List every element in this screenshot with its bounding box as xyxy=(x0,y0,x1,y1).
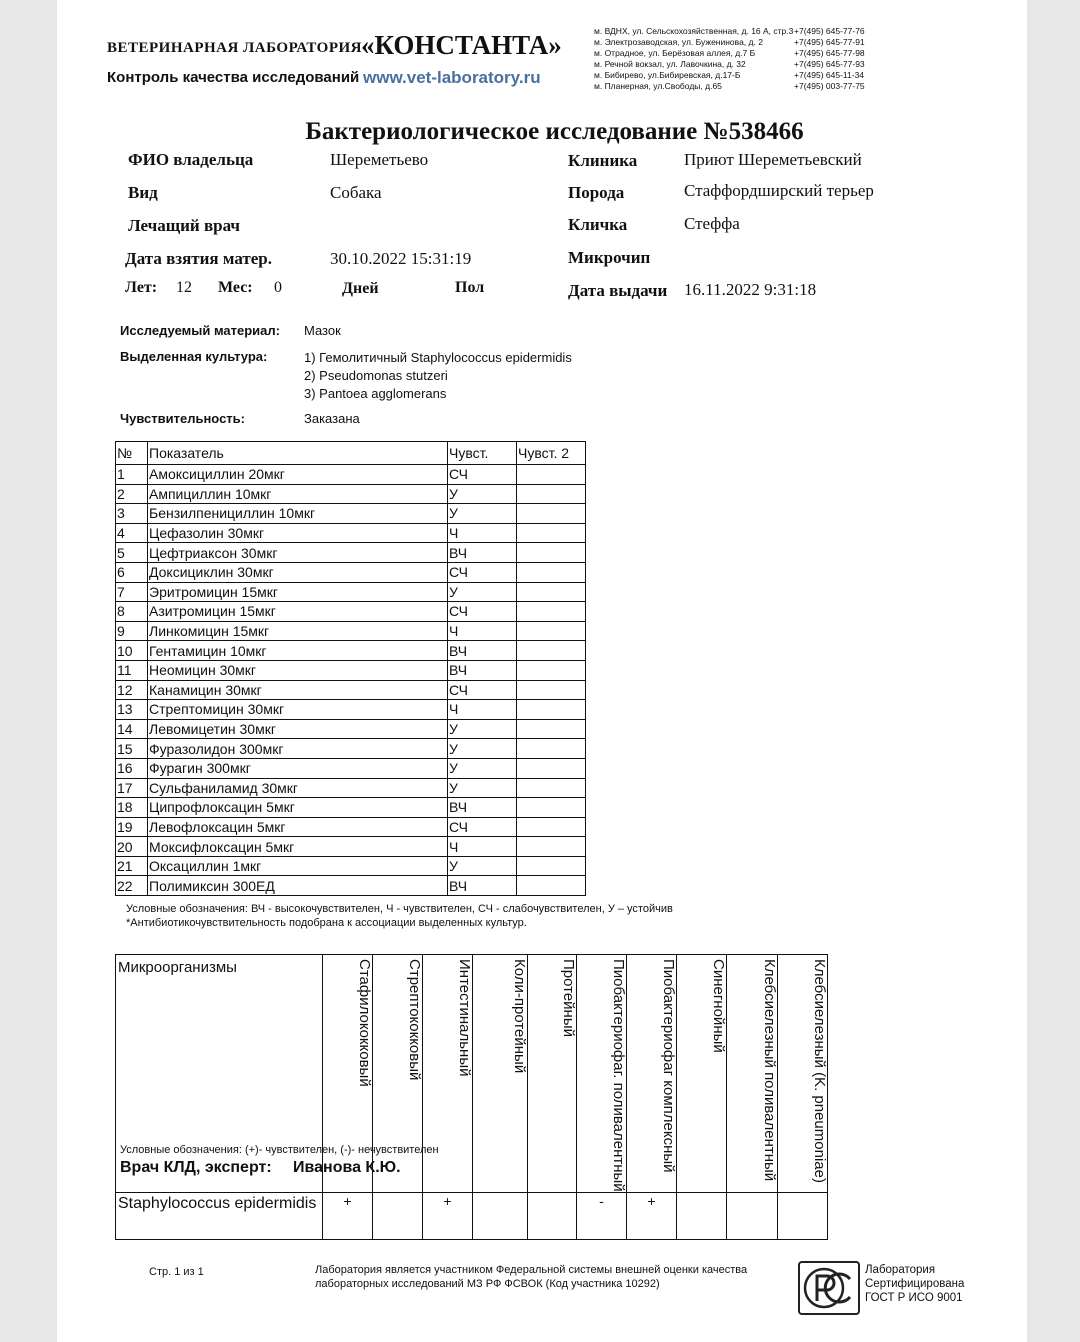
table-cell xyxy=(517,837,586,857)
table-cell: Сульфаниламид 30мкг xyxy=(148,778,448,798)
address-line: м. ВДНХ, ул. Сельскохозяйственная, д. 16 А, стр.3 xyxy=(594,26,794,36)
header-cell: Чувст. 2 xyxy=(517,442,586,465)
table-cell: 16 xyxy=(116,758,148,778)
issue-date-label: Дата выдачи xyxy=(568,281,668,300)
table-cell: У xyxy=(448,856,517,876)
table-cell xyxy=(517,660,586,680)
header-cell: № xyxy=(116,442,148,465)
table-cell: СЧ xyxy=(448,817,517,837)
clinic-label: Клиника xyxy=(568,151,638,170)
signature-label: Врач КЛД, эксперт: xyxy=(120,1159,272,1176)
phone-line: +7(495) 003-77-75 xyxy=(794,81,865,92)
table-cell: СЧ xyxy=(448,680,517,700)
fsvok-line: лабораторных исследований МЗ РФ ФСВОК (Код участника 10292) xyxy=(315,1278,660,1290)
table-cell: 13 xyxy=(116,700,148,720)
phage-result-cell xyxy=(528,1192,577,1239)
phage-result-row xyxy=(116,1192,828,1239)
table-row xyxy=(116,562,586,582)
table-row xyxy=(116,700,586,720)
phage-header-cell: Пиобактериофаг. поливалентный xyxy=(577,955,627,1193)
table-cell: Ч xyxy=(448,621,517,641)
phage-result-cell xyxy=(677,1192,727,1239)
phage-header-cell: Протейный xyxy=(528,955,577,1193)
address-line: м. Речной вокзал, ул. Лавочкина, д. 32 xyxy=(594,59,746,70)
page-number: Стр. 1 из 1 xyxy=(149,1266,204,1278)
table-cell xyxy=(517,700,586,720)
culture-list xyxy=(304,349,572,403)
phage-result-cell xyxy=(778,1192,828,1239)
table-cell: 3 xyxy=(116,504,148,524)
days-label: Дней xyxy=(342,280,379,297)
table-cell: У xyxy=(448,484,517,504)
table-cell: Неомицин 30мкг xyxy=(148,660,448,680)
fsvok-note xyxy=(315,1263,747,1291)
table-row xyxy=(116,465,586,485)
species-value: Собака xyxy=(330,183,382,202)
phage-header-cell: Пиобактериофаг комплексный xyxy=(627,955,677,1193)
table-cell: Линкомицин 15мкг xyxy=(148,621,448,641)
table-cell: Левофлоксацин 5мкг xyxy=(148,817,448,837)
table-cell: Ч xyxy=(448,700,517,720)
phage-result-cell xyxy=(473,1192,528,1239)
table-row xyxy=(116,778,586,798)
phage-result-cell: + xyxy=(323,1192,373,1239)
phage-result-cell xyxy=(727,1192,778,1239)
phage-result-cell xyxy=(373,1192,423,1239)
table-row xyxy=(116,504,586,524)
table-row xyxy=(116,680,586,700)
table-row xyxy=(116,602,586,622)
table-cell: Канамицин 30мкг xyxy=(148,680,448,700)
phage-table xyxy=(115,954,828,1240)
table-cell: 17 xyxy=(116,778,148,798)
table-cell: 14 xyxy=(116,719,148,739)
cert-line: ГОСТ Р ИСО 9001 xyxy=(865,1292,963,1304)
table-cell: 10 xyxy=(116,641,148,661)
organism-name: Staphylococcus epidermidis xyxy=(116,1192,323,1239)
table-row xyxy=(116,660,586,680)
antibiogram-legend: Условные обозначения: ВЧ - высокочувствителен, Ч - чувствителен, СЧ - слабочувствителен, У – устойчив xyxy=(126,903,673,915)
table-cell xyxy=(517,719,586,739)
table-cell: Левомицетин 30мкг xyxy=(148,719,448,739)
table-cell: Ч xyxy=(448,837,517,857)
table-cell: ВЧ xyxy=(448,798,517,818)
table-cell xyxy=(517,562,586,582)
months-value: 0 xyxy=(274,279,282,296)
table-cell: Доксициклин 30мкг xyxy=(148,562,448,582)
sensitivity-value: Заказана xyxy=(304,411,360,426)
address-list xyxy=(594,26,793,93)
table-cell: Азитромицин 15мкг xyxy=(148,602,448,622)
fsvok-line: Лаборатория является участником Федеральной системы внешней оценки качества xyxy=(315,1264,748,1276)
table-cell: 22 xyxy=(116,876,148,896)
table-cell: 4 xyxy=(116,523,148,543)
issue-date-value: 16.11.2022 9:31:18 xyxy=(684,280,817,299)
table-cell xyxy=(517,798,586,818)
certification-logo xyxy=(798,1261,860,1315)
antibiogram-table xyxy=(115,441,586,896)
lab-subtitle: Контроль качества исследований xyxy=(107,69,360,86)
table-row xyxy=(116,739,586,759)
phage-header-cell: Стрептококковый xyxy=(373,955,423,1193)
phage-header-cell: Клебсиелезный (K. pneumoniae) xyxy=(778,955,828,1193)
table-row xyxy=(116,484,586,504)
pet-name-value: Стеффа xyxy=(684,214,740,233)
lab-brand: «КОНСТАНТА» xyxy=(361,30,562,60)
sex-label: Пол xyxy=(455,279,485,296)
address-line: м. Отрадное, ул. Берёзовая аллея, д.7 Б xyxy=(594,48,756,59)
lab-website: www.vet-laboratory.ru xyxy=(363,68,541,87)
table-cell: Эритромицин 15мкг xyxy=(148,582,448,602)
years-value: 12 xyxy=(176,279,192,296)
cert-line: Сертифицирована xyxy=(865,1278,965,1290)
phage-header-cell: Коли-протейный xyxy=(473,955,528,1193)
phage-header-cell: Клебсиелезный поливалентный xyxy=(727,955,778,1193)
table-cell xyxy=(517,621,586,641)
phone-line: +7(495) 645-77-98 xyxy=(794,48,865,59)
date-taken-label: Дата взятия матер. xyxy=(125,249,272,268)
table-cell: Ч xyxy=(448,523,517,543)
table-cell xyxy=(517,523,586,543)
table-cell: У xyxy=(448,739,517,759)
phone-line: +7(495) 645-77-76 xyxy=(794,26,865,36)
sensitivity-label: Чувствительность: xyxy=(120,411,245,426)
table-cell xyxy=(517,876,586,896)
table-row xyxy=(116,758,586,778)
phage-result-cell: - xyxy=(577,1192,627,1239)
table-cell: Стрептомицин 30мкг xyxy=(148,700,448,720)
phone-line: +7(495) 645-11-34 xyxy=(794,70,865,81)
phone-list xyxy=(794,26,865,93)
table-cell: 8 xyxy=(116,602,148,622)
table-cell: 20 xyxy=(116,837,148,857)
table-cell: Цефазолин 30мкг xyxy=(148,523,448,543)
table-cell xyxy=(517,602,586,622)
culture-item: 1) Гемолитичный Staphylococcus epidermidis xyxy=(304,350,572,365)
culture-item: 3) Pantoea agglomerans xyxy=(304,386,447,401)
date-taken-value: 30.10.2022 15:31:19 xyxy=(330,249,472,268)
table-cell: Ампициллин 10мкг xyxy=(148,484,448,504)
culture-item: 2) Pseudomonas stutzeri xyxy=(304,368,448,383)
table-cell: 12 xyxy=(116,680,148,700)
phage-header-cell: Интестинальный xyxy=(423,955,473,1193)
phage-result-cell: + xyxy=(627,1192,677,1239)
microorganisms-header: Микроорганизмы xyxy=(116,955,323,1193)
antibiogram-note: *Антибиотикочувствительность подобрана к ассоциации выделенных культур. xyxy=(126,917,527,929)
table-cell: СЧ xyxy=(448,562,517,582)
table-cell xyxy=(517,484,586,504)
table-row xyxy=(116,719,586,739)
table-cell xyxy=(517,856,586,876)
certification-text xyxy=(865,1263,964,1305)
table-cell xyxy=(517,680,586,700)
phage-header-cell: Стафилококковый xyxy=(323,955,373,1193)
table-row xyxy=(116,621,586,641)
table-row xyxy=(116,543,586,563)
table-cell xyxy=(517,817,586,837)
table-cell: ВЧ xyxy=(448,660,517,680)
address-line: м. Электрозаводская, ул. Буженинова, д. 2 xyxy=(594,37,763,48)
table-cell: У xyxy=(448,758,517,778)
table-cell xyxy=(517,465,586,485)
phone-line: +7(495) 645-77-93 xyxy=(794,59,865,70)
table-header-row xyxy=(116,442,586,465)
material-label: Исследуемый материал: xyxy=(120,323,280,338)
owner-label: ФИО владельца xyxy=(128,150,254,169)
table-cell xyxy=(517,582,586,602)
table-cell: 6 xyxy=(116,562,148,582)
table-cell xyxy=(517,543,586,563)
document-page xyxy=(57,0,1027,1342)
culture-label: Выделенная культура: xyxy=(120,349,268,364)
table-cell xyxy=(517,778,586,798)
table-cell: 18 xyxy=(116,798,148,818)
phage-header-row xyxy=(116,955,828,1193)
table-cell: Полимиксин 300ЕД xyxy=(148,876,448,896)
table-cell: У xyxy=(448,778,517,798)
table-cell: ВЧ xyxy=(448,876,517,896)
table-cell xyxy=(517,504,586,524)
table-cell: 11 xyxy=(116,660,148,680)
table-cell: 5 xyxy=(116,543,148,563)
table-cell: У xyxy=(448,504,517,524)
table-cell: Ципрофлоксацин 5мкг xyxy=(148,798,448,818)
table-cell: Моксифлоксацин 5мкг xyxy=(148,837,448,857)
breed-value: Стаффордширский терьер xyxy=(684,181,874,200)
months-label: Мес: xyxy=(218,279,253,296)
table-cell: У xyxy=(448,719,517,739)
table-row xyxy=(116,523,586,543)
table-cell: СЧ xyxy=(448,465,517,485)
chip-label: Микрочип xyxy=(568,248,651,267)
table-cell: 21 xyxy=(116,856,148,876)
phage-result-cell: + xyxy=(423,1192,473,1239)
header-cell: Показатель xyxy=(148,442,448,465)
table-cell: Оксациллин 1мкг xyxy=(148,856,448,876)
table-row xyxy=(116,582,586,602)
phone-line: +7(495) 645-77-91 xyxy=(794,37,865,48)
material-value: Мазок xyxy=(304,323,341,338)
table-cell: У xyxy=(448,582,517,602)
table-cell: 9 xyxy=(116,621,148,641)
table-row xyxy=(116,876,586,896)
signature-name: Иванова К.Ю. xyxy=(293,1159,401,1176)
breed-label: Порода xyxy=(568,183,625,202)
table-cell: 1 xyxy=(116,465,148,485)
table-cell: Фурагин 300мкг xyxy=(148,758,448,778)
lab-label: ВЕТЕРИНАРНАЯ ЛАБОРАТОРИЯ xyxy=(107,40,362,56)
table-row xyxy=(116,817,586,837)
address-line: м. Бибирево, ул.Бибиревская, д.17-Б xyxy=(594,70,741,81)
table-row xyxy=(116,798,586,818)
phage-legend: Условные обозначения: (+)- чувствителен, (-)- нечувствителен xyxy=(120,1144,439,1156)
address-line: м. Планерная, ул.Свободы, д.65 xyxy=(594,81,722,92)
header-cell: Чувст. xyxy=(448,442,517,465)
owner-value: Шереметьево xyxy=(330,150,429,169)
doctor-label: Лечащий врач xyxy=(128,216,240,235)
phage-header-cell: Синегнойный xyxy=(677,955,727,1193)
years-label: Лет: xyxy=(125,279,158,296)
table-cell: Амоксициллин 20мкг xyxy=(148,465,448,485)
table-cell: ВЧ xyxy=(448,641,517,661)
table-cell: Гентамицин 10мкг xyxy=(148,641,448,661)
table-row xyxy=(116,641,586,661)
clinic-value: Приют Шереметьевский xyxy=(684,150,862,169)
table-cell: Бензилпенициллин 10мкг xyxy=(148,504,448,524)
table-cell: Фуразолидон 300мкг xyxy=(148,739,448,759)
table-cell: СЧ xyxy=(448,602,517,622)
table-cell: 2 xyxy=(116,484,148,504)
table-cell: ВЧ xyxy=(448,543,517,563)
species-label: Вид xyxy=(128,183,158,202)
table-cell: 15 xyxy=(116,739,148,759)
table-cell xyxy=(517,758,586,778)
table-cell xyxy=(517,641,586,661)
table-cell: 7 xyxy=(116,582,148,602)
document-title: Бактериологическое исследование №538466 xyxy=(305,118,804,145)
cert-line: Лаборатория xyxy=(865,1264,936,1276)
table-row xyxy=(116,837,586,857)
table-cell xyxy=(517,739,586,759)
table-cell: Цефтриаксон 30мкг xyxy=(148,543,448,563)
table-row xyxy=(116,856,586,876)
table-cell: 19 xyxy=(116,817,148,837)
pet-name-label: Кличка xyxy=(568,215,628,234)
